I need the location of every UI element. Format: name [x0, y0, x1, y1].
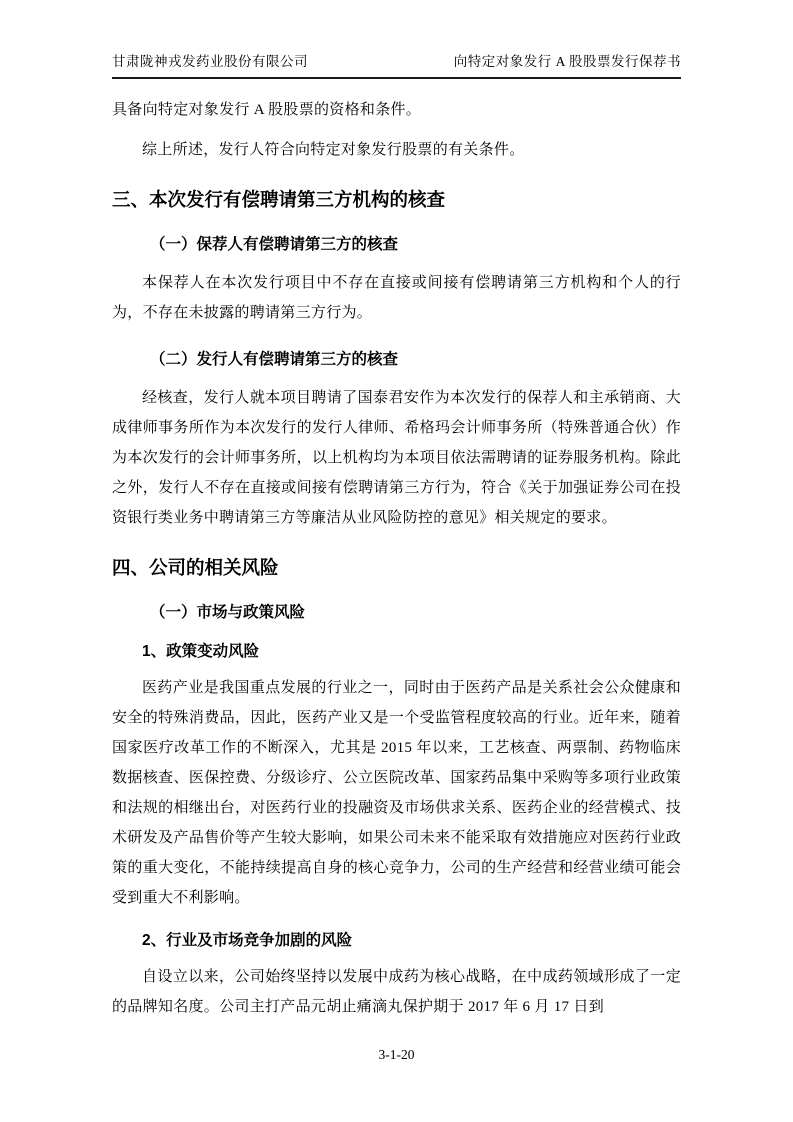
header-document-title: 向特定对象发行 A 股股票发行保荐书 — [453, 54, 681, 69]
paragraph-summary: 综上所述，发行人符合向特定对象发行股票的有关条件。 — [142, 142, 525, 158]
paragraph-sponsor-third-party: 本保荐人在本次发行项目中不存在直接或间接有偿聘请第三方机构和个人的行为，不存在未披露的聘请第三方行为。 — [112, 275, 681, 321]
heading-section-3-sub-1: （一）保荐人有偿聘请第三方的核查 — [150, 236, 399, 253]
page-number: 3-1-20 — [378, 1047, 415, 1062]
heading-section-3: 三、本次发行有偿聘请第三方机构的核查 — [112, 189, 446, 210]
paragraph-competition-risk: 自设立以来，公司始终坚持以发展中成药为核心战略，在中成药领域形成了一定的品牌知名度。公司主打产品元胡止痛滴丸保护期于 2017 年 6 月 17 日到 — [112, 969, 681, 1015]
paragraph-policy-risk: 医药产业是我国重点发展的行业之一，同时由于医药产品是关系社会公众健康和安全的特殊消费品，因此，医药产业又是一个受监管程度较高的行业。近年来，随着国家医疗改革工作的不断深入，尤其是 2015 年以来，工艺核查、两票制、药物临床数据核查、医保控费、分级诊疗、公立医院改革、国家药品集中采购等多项行业政策和法规的相继出台，对医药行业的投融资及市场供求关系、医药企业的经营模式、技术研发及产品售价等产生较大影响，如果公司未来不能采取有效措施应对医药行业政策的重大变化，不能持续提高自身的核心竞争力，公司的生产经营和经营业绩可能会受到重大不利影响。 — [112, 680, 681, 906]
heading-section-4-sub-1: （一）市场与政策风险 — [150, 604, 306, 621]
paragraph-issuer-third-party: 经核查，发行人就本项目聘请了国泰君安作为本次发行的保荐人和主承销商、大成律师事务所作为本次发行的发行人律师、希格玛会计师事务所（特殊普通合伙）作为本次发行的会计师事务所，以上机构均为本项目依法需聘请的证券服务机构。除此之外，发行人不存在直接或间接有偿聘请第三方行为，符合《关于加强证券公司在投资银行类业务中聘请第三方等廉洁从业风险防控的意见》相关规定的要求。 — [112, 390, 681, 526]
header-company-name: 甘肃陇神戎发药业股份有限公司 — [112, 54, 308, 69]
page-header — [112, 0, 681, 79]
heading-section-3-sub-2: （二）发行人有偿聘请第三方的核查 — [150, 351, 399, 368]
heading-competition-risk: 2、行业及市场竞争加剧的风险 — [142, 932, 353, 949]
heading-policy-risk: 1、政策变动风险 — [142, 643, 260, 660]
paragraph-qualification-continuation: 具备向特定对象发行 A 股股票的资格和条件。 — [112, 102, 422, 118]
document-body — [112, 95, 681, 1022]
heading-section-4: 四、公司的相关风险 — [112, 557, 279, 578]
